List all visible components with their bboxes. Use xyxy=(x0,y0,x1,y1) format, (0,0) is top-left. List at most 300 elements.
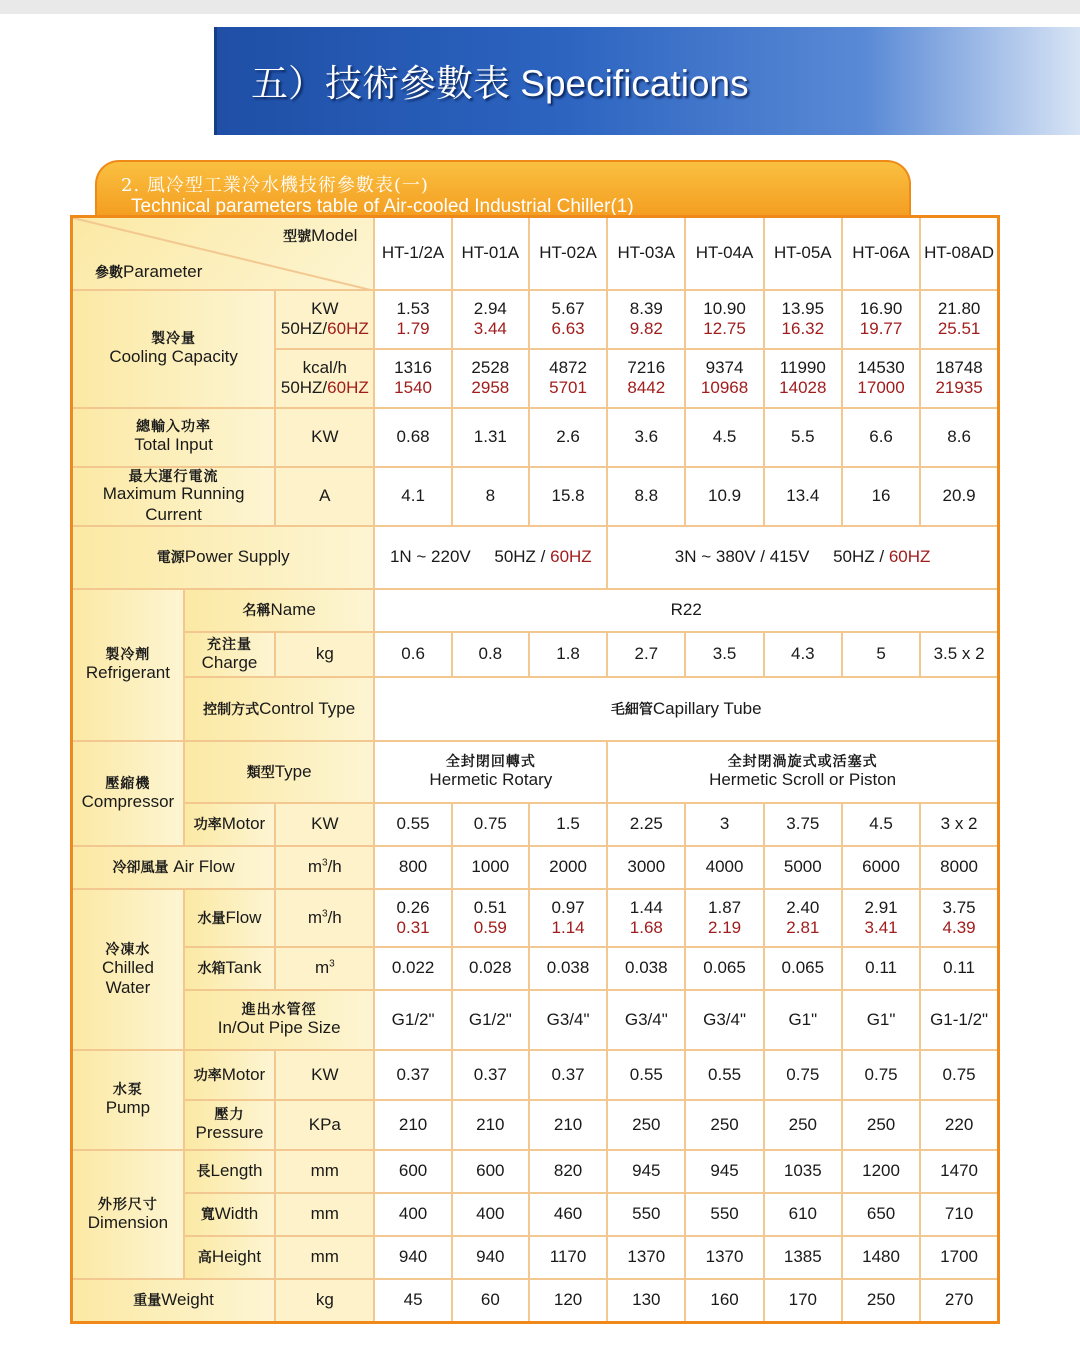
width-label xyxy=(184,1193,275,1236)
value-50hz: 13.95 xyxy=(781,298,825,318)
running-current-en: Maximum Running Current xyxy=(102,484,245,524)
value-60hz: 3.44 xyxy=(473,319,507,338)
cooling-kcal-cell xyxy=(374,349,451,408)
value-60hz: 2958 xyxy=(471,378,510,397)
value-60hz: 0.59 xyxy=(473,918,507,938)
frequency-note xyxy=(276,319,373,339)
parameter-heading-en: Parameter xyxy=(123,262,203,282)
tab-title-english: Technical parameters table of Air-cooled Industrial Chiller(1) xyxy=(131,196,634,217)
total-input-unit: KW xyxy=(275,408,374,467)
refrigerant-charge-cell: 0.6 xyxy=(374,632,451,677)
length-zh: 長 xyxy=(196,1163,211,1180)
cooling-kcal-cell xyxy=(685,349,763,408)
width-en: Width xyxy=(214,1204,259,1224)
pump-pressure-cell: 250 xyxy=(685,1100,763,1150)
chilled-water-en-2: Water xyxy=(105,977,151,997)
value-50hz: 3.75 xyxy=(942,897,976,917)
value-50hz: 1.87 xyxy=(708,897,742,917)
scroll-en: Hermetic Scroll or Piston xyxy=(709,770,897,790)
tab-title-chinese: 2. 風冷型工業冷水機技術參數表(一) xyxy=(121,175,429,196)
air-flow-cell: 4000 xyxy=(685,846,763,889)
header-corner xyxy=(72,217,375,290)
pump-motor-row xyxy=(72,1050,999,1100)
value-60hz: 9.82 xyxy=(629,319,663,338)
value-60hz: 0.31 xyxy=(396,918,430,938)
refrigerant-charge-cell: 3.5 x 2 xyxy=(920,632,998,677)
value-60hz: 3.41 xyxy=(864,918,898,938)
pipe-size-cell: G3/4" xyxy=(607,990,685,1050)
water-flow-cell xyxy=(842,889,920,947)
type-en: Type xyxy=(274,761,312,781)
unit-per-hour: /h xyxy=(327,907,342,927)
total-input-cell: 8.6 xyxy=(920,408,998,467)
cooling-kw-cell xyxy=(452,290,529,349)
dimension-zh: 外形尺寸 xyxy=(97,1195,158,1212)
pump-pressure-label xyxy=(184,1100,275,1150)
value-50hz: 0.26 xyxy=(396,897,430,917)
specifications-banner xyxy=(214,27,1080,135)
refrigerant-name-value: R22 xyxy=(374,589,998,632)
pump-pressure-cell: 250 xyxy=(842,1100,920,1150)
unit-per-hour: /h xyxy=(327,857,342,877)
value-50hz: 14530 xyxy=(857,357,905,377)
width-cell: 710 xyxy=(920,1193,998,1236)
running-current-cell: 8.8 xyxy=(607,467,685,527)
table-title-tab xyxy=(95,160,911,222)
value-50hz: 10.90 xyxy=(703,298,746,318)
cooling-kcal-cell xyxy=(452,349,529,408)
weight-unit: kg xyxy=(275,1279,374,1322)
compressor-motor-cell: 1.5 xyxy=(529,803,607,846)
pipe-size-en: In/Out Pipe Size xyxy=(217,1018,341,1038)
length-unit: mm xyxy=(275,1150,374,1193)
width-unit: mm xyxy=(275,1193,374,1236)
value-60hz: 19.77 xyxy=(859,319,903,338)
value-50hz: 5.67 xyxy=(551,298,585,318)
refrigerant-label xyxy=(72,589,184,741)
width-zh: 寬 xyxy=(200,1206,215,1223)
value-50hz: 1316 xyxy=(394,357,432,377)
compressor-motor-cell: 3 xyxy=(685,803,763,846)
running-current-cell: 20.9 xyxy=(920,467,998,527)
cooling-kw-unit xyxy=(275,290,374,349)
value-60hz: 2.81 xyxy=(786,918,820,938)
air-flow-cell: 1000 xyxy=(452,846,529,889)
model-header: HT-1/2A xyxy=(374,217,451,290)
height-cell: 1700 xyxy=(920,1236,998,1279)
value-50hz: 2.94 xyxy=(473,298,507,318)
capillary-tube-en: Capillary Tube xyxy=(652,698,762,718)
cooling-kw-cell xyxy=(374,290,451,349)
weight-zh: 重量 xyxy=(133,1292,162,1309)
value-60hz: 25.51 xyxy=(937,319,981,338)
motor-en: Motor xyxy=(221,814,266,834)
pressure-en: Pressure xyxy=(195,1123,264,1143)
length-cell: 1035 xyxy=(764,1150,842,1193)
cooling-kw-cell xyxy=(764,290,842,349)
power-supply-label xyxy=(72,526,375,589)
refrigerant-charge-cell: 3.5 xyxy=(685,632,763,677)
compressor-motor-cell: 3.75 xyxy=(764,803,842,846)
width-cell: 400 xyxy=(452,1193,529,1236)
compressor-type-row xyxy=(72,741,999,803)
pressure-zh: 壓力 xyxy=(214,1106,245,1123)
refrigerant-zh: 製冷劑 xyxy=(105,646,151,663)
compressor-label xyxy=(72,741,184,846)
chilled-water-zh: 冷凍水 xyxy=(105,940,151,957)
height-cell: 1370 xyxy=(607,1236,685,1279)
length-cell: 1200 xyxy=(842,1150,920,1193)
capillary-tube-zh: 毛細管 xyxy=(610,700,653,717)
pipe-size-cell: G1-1/2" xyxy=(920,990,998,1050)
height-cell: 1480 xyxy=(842,1236,920,1279)
control-type-en: Control Type xyxy=(259,698,356,718)
cooling-kw-cell xyxy=(920,290,998,349)
value-50hz: 11990 xyxy=(779,357,826,377)
air-flow-unit xyxy=(275,846,374,889)
cooling-kw-cell xyxy=(685,290,763,349)
water-flow-cell xyxy=(529,889,607,947)
single-phase-voltage: 1N ~ 220V xyxy=(389,547,471,567)
value-60hz: 14028 xyxy=(779,378,827,397)
value-50hz: 21.80 xyxy=(937,298,981,318)
water-tank-cell: 0.038 xyxy=(607,947,685,990)
charge-en: Charge xyxy=(201,652,258,672)
refrigerant-en: Refrigerant xyxy=(85,663,170,683)
weight-label xyxy=(72,1279,276,1322)
total-input-cell: 5.5 xyxy=(764,408,842,467)
parameter-heading xyxy=(95,262,202,282)
motor-zh: 功率 xyxy=(193,1066,222,1083)
unit-m: m xyxy=(314,958,330,978)
weight-cell: 170 xyxy=(764,1279,842,1322)
pipe-size-cell: G1" xyxy=(842,990,920,1050)
value-50hz: 8.39 xyxy=(629,298,663,318)
water-tank-cell: 0.11 xyxy=(920,947,998,990)
height-cell: 1170 xyxy=(529,1236,607,1279)
refrigerant-charge-row xyxy=(72,632,999,677)
power-supply-single-phase xyxy=(374,526,607,589)
value-50hz: 18748 xyxy=(935,357,983,377)
total-input-cell: 4.5 xyxy=(685,408,763,467)
total-input-cell: 2.6 xyxy=(529,408,607,467)
air-flow-zh: 冷卻風量 xyxy=(112,859,169,876)
value-60hz: 1540 xyxy=(394,378,432,397)
total-input-zh: 總輸入功率 xyxy=(136,418,212,435)
running-current-cell: 8 xyxy=(452,467,529,527)
model-header: HT-03A xyxy=(607,217,685,290)
air-flow-cell: 6000 xyxy=(842,846,920,889)
pump-motor-cell: 0.37 xyxy=(452,1050,529,1100)
value-60hz: 1.68 xyxy=(629,918,663,938)
rotary-en: Hermetic Rotary xyxy=(429,770,553,790)
motor-zh: 功率 xyxy=(193,816,222,833)
height-cell: 1370 xyxy=(685,1236,763,1279)
weight-cell: 270 xyxy=(920,1279,998,1322)
water-tank-label xyxy=(184,947,275,990)
height-row xyxy=(72,1236,999,1279)
water-flow-cell xyxy=(452,889,529,947)
water-flow-cell xyxy=(607,889,685,947)
running-current-cell: 13.4 xyxy=(764,467,842,527)
pipe-size-cell: G1" xyxy=(764,990,842,1050)
running-current-cell: 4.1 xyxy=(374,467,451,527)
running-current-label xyxy=(72,467,276,527)
parameter-heading-zh: 參數 xyxy=(95,264,123,281)
weight-row xyxy=(72,1279,999,1322)
value-50hz: 9374 xyxy=(705,357,744,377)
dimension-label xyxy=(72,1150,184,1279)
total-input-cell: 6.6 xyxy=(842,408,920,467)
power-supply-three-phase xyxy=(607,526,998,589)
pump-motor-cell: 0.75 xyxy=(842,1050,920,1100)
cooling-capacity-en: Cooling Capacity xyxy=(109,346,238,366)
height-cell: 1385 xyxy=(764,1236,842,1279)
value-50hz: 2.40 xyxy=(786,897,820,917)
cooling-kw-cell xyxy=(842,290,920,349)
control-type-label xyxy=(184,677,375,741)
water-flow-label xyxy=(184,889,275,947)
value-50hz: 1.44 xyxy=(629,897,663,917)
value-50hz: 2528 xyxy=(471,357,510,377)
hz-60: 60HZ xyxy=(888,547,931,567)
height-en: Height xyxy=(211,1247,262,1267)
compressor-type-scroll xyxy=(607,741,998,803)
power-supply-en: Power Supply xyxy=(184,547,290,567)
compressor-en: Compressor xyxy=(81,791,175,811)
control-type-value xyxy=(374,677,998,741)
water-tank-cell: 0.11 xyxy=(842,947,920,990)
width-cell: 610 xyxy=(764,1193,842,1236)
cooling-kcal-cell xyxy=(529,349,607,408)
weight-cell: 130 xyxy=(607,1279,685,1322)
model-header: HT-01A xyxy=(452,217,529,290)
control-type-zh: 控制方式 xyxy=(203,700,260,717)
scroll-zh: 全封閉渦旋式或活塞式 xyxy=(727,753,878,770)
pump-pressure-cell: 250 xyxy=(764,1100,842,1150)
air-flow-cell: 3000 xyxy=(607,846,685,889)
value-50hz: 7216 xyxy=(627,357,666,377)
water-tank-row xyxy=(72,947,999,990)
cooling-kw-cell xyxy=(529,290,607,349)
weight-cell: 120 xyxy=(529,1279,607,1322)
weight-cell: 250 xyxy=(842,1279,920,1322)
rotary-zh: 全封閉回轉式 xyxy=(445,753,536,770)
compressor-motor-row xyxy=(72,803,999,846)
value-60hz: 17000 xyxy=(857,378,905,397)
height-label xyxy=(184,1236,275,1279)
control-type-row xyxy=(72,677,999,741)
compressor-motor-cell: 3 x 2 xyxy=(920,803,998,846)
value-60hz: 10968 xyxy=(700,378,749,397)
pump-pressure-cell: 250 xyxy=(607,1100,685,1150)
hz-60: 60HZ xyxy=(327,319,369,338)
power-supply-row xyxy=(72,526,999,589)
weight-cell: 45 xyxy=(374,1279,451,1322)
weight-cell: 60 xyxy=(452,1279,529,1322)
hz-60: 60HZ xyxy=(327,378,369,397)
banner-title: 五）技術參數表 Specifications xyxy=(251,63,749,104)
model-heading xyxy=(283,226,357,246)
air-flow-en: Air Flow xyxy=(173,857,235,877)
length-cell: 945 xyxy=(685,1150,763,1193)
value-50hz: 0.51 xyxy=(473,897,507,917)
total-input-row xyxy=(72,408,999,467)
value-60hz: 1.14 xyxy=(551,918,585,938)
value-50hz: 4872 xyxy=(549,357,587,377)
pipe-size-row xyxy=(72,990,999,1050)
dimension-en: Dimension xyxy=(87,1212,169,1232)
air-flow-label xyxy=(72,846,276,889)
specifications-table xyxy=(70,215,1000,1324)
pump-en: Pump xyxy=(105,1098,151,1118)
model-header: HT-04A xyxy=(685,217,763,290)
unit-m: m xyxy=(307,907,323,927)
pump-motor-cell: 0.37 xyxy=(529,1050,607,1100)
chilled-water-label xyxy=(72,889,184,1050)
height-cell: 940 xyxy=(452,1236,529,1279)
model-header: HT-06A xyxy=(842,217,920,290)
flow-zh: 水量 xyxy=(197,909,226,926)
compressor-motor-cell: 4.5 xyxy=(842,803,920,846)
pump-motor-cell: 0.75 xyxy=(920,1050,998,1100)
flow-en: Flow xyxy=(225,907,262,927)
value-50hz: 0.97 xyxy=(551,897,585,917)
compressor-type-label xyxy=(184,741,375,803)
cooling-kcal-unit xyxy=(275,349,374,408)
running-current-cell: 15.8 xyxy=(529,467,607,527)
width-row xyxy=(72,1193,999,1236)
refrigerant-charge-cell: 4.3 xyxy=(764,632,842,677)
running-current-unit: A xyxy=(275,467,374,527)
model-header: HT-02A xyxy=(529,217,607,290)
cooling-capacity-label xyxy=(72,290,276,408)
running-current-cell: 10.9 xyxy=(685,467,763,527)
width-cell: 650 xyxy=(842,1193,920,1236)
weight-cell: 160 xyxy=(685,1279,763,1322)
value-60hz: 21935 xyxy=(935,378,983,397)
air-flow-row xyxy=(72,846,999,889)
water-tank-unit xyxy=(275,947,374,990)
refrigerant-charge-cell: 5 xyxy=(842,632,920,677)
water-tank-cell: 0.028 xyxy=(452,947,529,990)
refrigerant-charge-cell: 0.8 xyxy=(452,632,529,677)
pump-zh: 水泵 xyxy=(112,1081,143,1098)
pipe-size-cell: G3/4" xyxy=(685,990,763,1050)
pipe-size-cell: G3/4" xyxy=(529,990,607,1050)
compressor-motor-unit: KW xyxy=(275,803,374,846)
hz-50: 50HZ/ xyxy=(280,378,328,397)
water-tank-cell: 0.022 xyxy=(374,947,451,990)
length-cell: 1470 xyxy=(920,1150,998,1193)
unit-text: kcal/h xyxy=(302,357,348,377)
weight-en: Weight xyxy=(161,1290,214,1310)
value-60hz: 6.63 xyxy=(551,319,585,338)
type-zh: 類型 xyxy=(246,763,275,780)
pump-pressure-cell: 220 xyxy=(920,1100,998,1150)
top-strip xyxy=(0,0,1080,14)
model-heading-zh: 型號 xyxy=(283,228,312,244)
height-cell: 940 xyxy=(374,1236,451,1279)
water-flow-cell xyxy=(764,889,842,947)
cooling-kcal-cell xyxy=(842,349,920,408)
total-input-cell: 0.68 xyxy=(374,408,451,467)
name-en: Name xyxy=(270,600,316,620)
pump-pressure-row xyxy=(72,1100,999,1150)
pump-motor-label xyxy=(184,1050,275,1100)
pump-motor-cell: 0.55 xyxy=(607,1050,685,1100)
unit-m: m xyxy=(307,857,323,877)
value-60hz: 16.32 xyxy=(781,319,825,338)
running-current-zh: 最大運行電流 xyxy=(128,467,219,484)
unit-text: KW xyxy=(311,298,339,318)
unit-cube: 3 xyxy=(322,857,328,869)
cooling-kcal-cell xyxy=(920,349,998,408)
cooling-kcal-cell xyxy=(607,349,685,408)
cooling-kcal-cell xyxy=(764,349,842,408)
value-50hz: 2.91 xyxy=(864,897,898,917)
air-flow-cell: 8000 xyxy=(920,846,998,889)
charge-zh: 充注量 xyxy=(207,635,252,652)
pipe-size-cell: G1/2" xyxy=(452,990,529,1050)
pump-label xyxy=(72,1050,184,1150)
pump-pressure-unit: KPa xyxy=(275,1100,374,1150)
pump-motor-cell: 0.55 xyxy=(685,1050,763,1100)
water-flow-cell xyxy=(685,889,763,947)
unit-cube: 3 xyxy=(322,908,328,920)
hz-50: 50HZ / xyxy=(494,547,551,567)
value-50hz: 16.90 xyxy=(859,298,903,318)
hz-60: 60HZ xyxy=(550,547,592,567)
hz-50: 50HZ / xyxy=(833,547,889,567)
model-header: HT-08AD xyxy=(920,217,998,290)
total-input-en: Total Input xyxy=(134,435,213,455)
pipe-size-label xyxy=(184,990,375,1050)
width-cell: 550 xyxy=(607,1193,685,1236)
refrigerant-name-label xyxy=(184,589,375,632)
compressor-type-rotary xyxy=(374,741,607,803)
water-flow-row xyxy=(72,889,999,947)
refrigerant-name-row xyxy=(72,589,999,632)
total-input-label xyxy=(72,408,276,467)
name-zh: 名稱 xyxy=(242,602,271,619)
pipe-size-zh: 進出水管徑 xyxy=(241,1001,317,1018)
compressor-motor-label xyxy=(184,803,275,846)
tank-zh: 水箱 xyxy=(197,960,226,977)
header-row xyxy=(72,217,999,290)
water-flow-cell xyxy=(920,889,998,947)
water-tank-cell: 0.065 xyxy=(685,947,763,990)
cooling-capacity-zh: 製冷量 xyxy=(151,329,197,346)
pump-pressure-cell: 210 xyxy=(452,1100,529,1150)
length-label xyxy=(184,1150,275,1193)
width-cell: 550 xyxy=(685,1193,763,1236)
water-tank-cell: 0.065 xyxy=(764,947,842,990)
total-input-cell: 3.6 xyxy=(607,408,685,467)
refrigerant-charge-cell: 1.8 xyxy=(529,632,607,677)
refrigerant-charge-unit: kg xyxy=(275,632,374,677)
compressor-motor-cell: 2.25 xyxy=(607,803,685,846)
total-input-cell: 1.31 xyxy=(452,408,529,467)
hz-50: 50HZ/ xyxy=(280,319,328,338)
motor-en: Motor xyxy=(221,1064,266,1084)
pump-motor-unit: KW xyxy=(275,1050,374,1100)
pump-pressure-cell: 210 xyxy=(529,1100,607,1150)
compressor-zh: 壓縮機 xyxy=(105,774,151,791)
value-50hz: 1.53 xyxy=(396,298,430,318)
model-heading-en: Model xyxy=(311,226,358,245)
cooling-kw-row xyxy=(72,290,999,349)
